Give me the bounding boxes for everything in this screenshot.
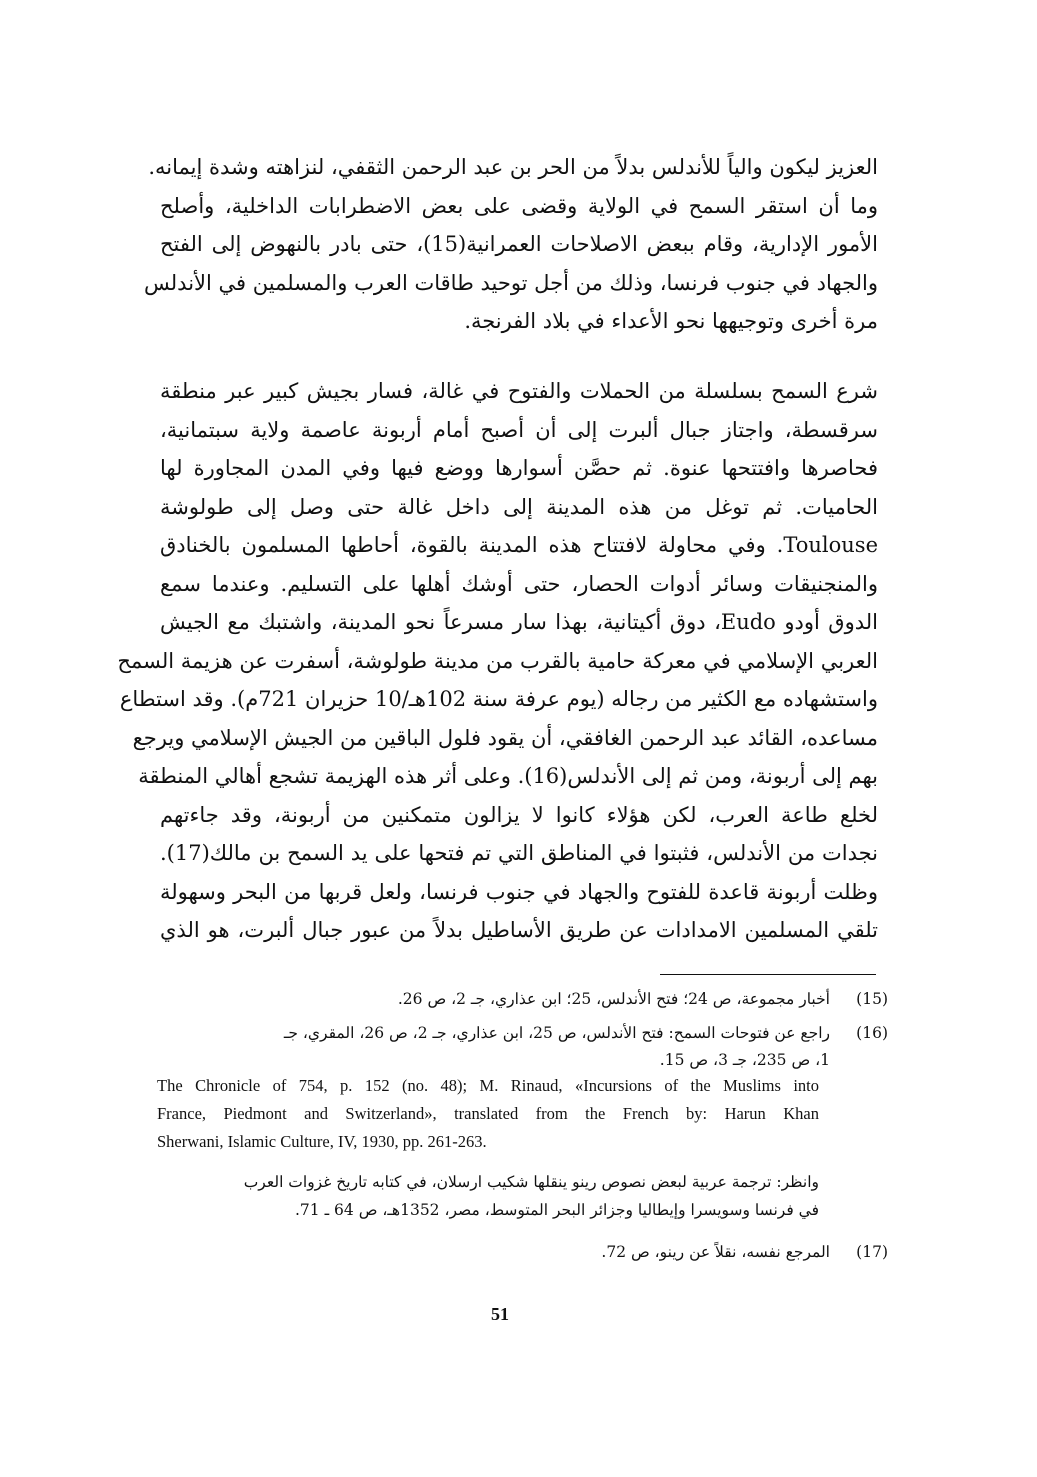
text-line: مرة أخرى وتوجيهها نحو الأعداء في بلاد الفرنجة. <box>464 309 878 333</box>
footnote-17 <box>160 1239 888 1266</box>
text-line: شرع السمح بسلسلة من الحملات والفتوح في غالة، فسار بجيش كبير عبر منطقة <box>160 379 878 403</box>
footnote-line: France, Piedmont and Switzerland», translated from the French by: Harun Khan <box>157 1104 819 1123</box>
footnote-line: وانظر: ترجمة عربية لبعض نصوص رينو ينقلها شكيب ارسلان، في كتابه تاريخ غزوات العرب <box>243 1173 819 1191</box>
text-line: العربي الإسلامي في معركة حامية بالقرب من مدينة طولوشة، أسفرت عن هزيمة السمح <box>117 648 878 673</box>
text-line: الدوق أودو Eudo، دوق أكيتانية، بهذا سار مسرعاً نحو المدينة، واشتبك مع الجيش <box>160 610 878 634</box>
footnote-line: Sherwani, Islamic Culture, IV, 1930, pp. 261-263. <box>157 1132 487 1151</box>
footnote-line: راجع عن فتوحات السمح: فتح الأندلس، ص 25، ابن عذاري، جـ 2، ص 26، المقري، جـ <box>283 1024 830 1042</box>
text-line: سرقسطة، واجتاز جبال ألبرت إلى أن أصبح أمام أربونة عاصمة ولاية سبتمانية، <box>160 417 878 442</box>
text-line: الأمور الإدارية، وقام ببعض الاصلاحات العمرانية(15)، حتى بادر بالنهوض إلى الفتح <box>160 232 878 256</box>
text-line: Toulouse. وفي محاولة لافتتاح هذه المدينة بالقوة، أحاطها المسلمون بالخنادق <box>160 533 878 557</box>
footnote-latin-reference <box>157 1072 819 1156</box>
text-line: بهم إلى أربونة، ومن ثم إلى الأندلس(16). وعلى أثر هذه الهزيمة تشجع أهالي المنطقة <box>138 764 878 788</box>
text-line: وما أن استقر السمح في الولاية وقضى على بعض الاضطرابات الداخلية، وأصلح <box>160 193 878 218</box>
footnote-text: أخبار مجموعة، ص 24؛ فتح الأندلس، 25؛ ابن عذاري، جـ 2، ص 26. <box>397 990 830 1008</box>
footnote-divider <box>660 974 876 975</box>
text-line: لخلع طاعة العرب، لكن هؤلاء كانوا لا يزالون متمكنين من أربونة، وقد جاءتهم <box>160 802 878 827</box>
text-line: مساعده، القائد عبد الرحمن الغافقي، أن يقود فلول الباقين من الجيش الإسلامي ويرجع <box>132 725 878 750</box>
footnote-text <box>160 1020 830 1074</box>
text-line: تلقي المسلمين الامدادات عن طريق الأساطيل بدلاً من عبور جبال ألبرت، هو الذي <box>160 918 878 942</box>
paragraph-2 <box>117 372 878 950</box>
text-line: العزيز ليكون والياً للأندلس بدلاً من الحر بن عبد الرحمن الثقفي، لنزاهته وشدة إيمانه. <box>148 155 878 179</box>
footnote-line: The Chronicle of 754, p. 152 (no. 48); M. Rinaud, «Incursions of the Muslims into <box>157 1076 819 1095</box>
footnote-text: المرجع نفسه، نقلاً عن رينو، ص 72. <box>601 1243 830 1261</box>
text-line: والمنجنيقات وسائر أدوات الحصار، حتى أوشك أهلها على التسليم. وعندما سمع <box>160 571 878 596</box>
text-line: والجهاد في جنوب فرنسا، وذلك من أجل توحيد طاقات العرب والمسلمين في الأندلس <box>144 270 878 295</box>
text-line: نجدات من الأندلس، فثبتوا في المناطق التي تم فتحها على يد السمح بن مالك(17). <box>160 841 878 865</box>
text-line: فحاصرها وافتتحها عنوة. ثم حصَّن أسوارها ووضع فيها وفي المدن المجاورة لها <box>160 456 878 480</box>
footnote-16 <box>160 1020 888 1074</box>
footnote-number: (15) <box>856 990 888 1008</box>
text-line: وظلت أربونة قاعدة للفتوح والجهاد في جنوب فرنسا، ولعل قربها من البحر وسهولة <box>160 879 878 904</box>
paragraph-1 <box>144 148 878 341</box>
footnote-see-also <box>160 1168 819 1224</box>
page-number: 51 <box>491 1304 509 1324</box>
text-line: الحاميات. ثم توغل من هذه المدينة إلى داخل غالة حتى وصل إلى طولوشة <box>160 494 878 519</box>
footnote-line: في فرنسا وسويسرا وإيطاليا وجزائر البحر المتوسط، مصر، 1352هـ، ص 64 ـ 71. <box>294 1201 819 1219</box>
footnote-line: 1، ص 235، جـ 3، ص 15. <box>659 1051 830 1069</box>
footnote-number: (17) <box>856 1243 888 1261</box>
footnote-number: (16) <box>856 1024 888 1042</box>
footnote-15 <box>160 986 888 1013</box>
text-line: واستشهاده مع الكثير من رجاله (يوم عرفة سنة 102هـ/10 حزيران 721م). وقد استطاع <box>119 687 878 711</box>
